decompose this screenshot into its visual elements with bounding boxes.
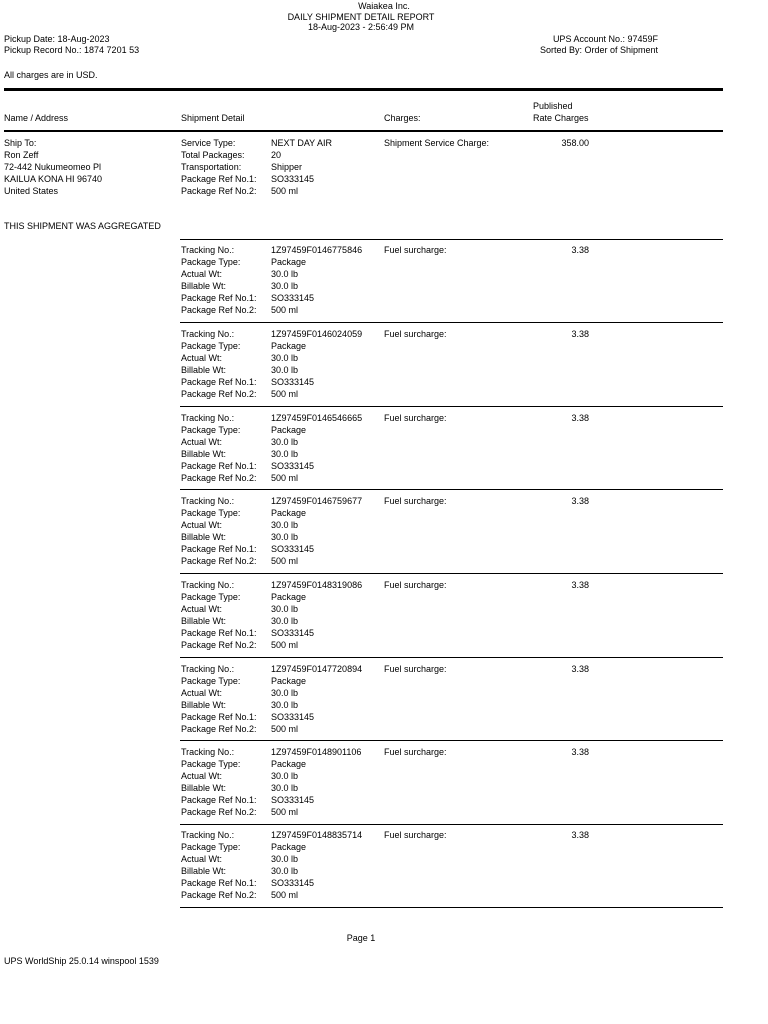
package-ref2-label: Package Ref No.2: — [181, 305, 257, 315]
actual-weight-label: Actual Wt: — [181, 604, 223, 614]
package-ref2-value: 500 ml — [271, 640, 299, 650]
header-rule-top — [4, 88, 723, 91]
actual-weight-value: 30.0 lb — [271, 269, 299, 279]
column-header-name-address: Name / Address — [4, 113, 69, 123]
package-row — [0, 412, 768, 496]
fuel-surcharge-label: Fuel surcharge: — [384, 580, 447, 590]
billable-weight-value: 30.0 lb — [271, 700, 299, 710]
shipment-field-value: SO333145 — [271, 174, 315, 184]
tracking-label: Tracking No.: — [181, 830, 235, 840]
fuel-surcharge-label: Fuel surcharge: — [384, 413, 447, 423]
actual-weight-label: Actual Wt: — [181, 437, 223, 447]
column-header-rate-charges: Rate Charges — [533, 113, 589, 123]
account-number: UPS Account No.: 97459F — [552, 34, 658, 44]
package-ref2-label: Package Ref No.2: — [181, 807, 257, 817]
actual-weight-label: Actual Wt: — [181, 520, 223, 530]
package-type-value: Package — [271, 759, 307, 769]
actual-weight-value: 30.0 lb — [271, 520, 299, 530]
billable-weight-label: Billable Wt: — [181, 365, 227, 375]
package-divider — [180, 907, 723, 908]
tracking-label: Tracking No.: — [181, 413, 235, 423]
tracking-number: 1Z97459F0147720894 — [271, 664, 363, 674]
aggregated-note: THIS SHIPMENT WAS AGGREGATED — [4, 221, 161, 231]
actual-weight-value: 30.0 lb — [271, 437, 299, 447]
package-type-label: Package Type: — [181, 592, 241, 602]
fuel-surcharge-amount: 3.38 — [571, 580, 589, 590]
package-type-value: Package — [271, 508, 307, 518]
fuel-surcharge-amount: 3.38 — [571, 245, 589, 255]
package-ref1-label: Package Ref No.1: — [181, 544, 257, 554]
billable-weight-label: Billable Wt: — [181, 281, 227, 291]
package-divider — [180, 239, 723, 240]
package-ref2-value: 500 ml — [271, 807, 299, 817]
package-ref2-label: Package Ref No.2: — [181, 890, 257, 900]
shipment-field-label: Total Packages: — [181, 150, 245, 160]
package-row — [0, 746, 768, 830]
package-ref2-label: Package Ref No.2: — [181, 724, 257, 734]
tracking-label: Tracking No.: — [181, 245, 235, 255]
package-ref2-value: 500 ml — [271, 724, 299, 734]
billable-weight-value: 30.0 lb — [271, 281, 299, 291]
actual-weight-value: 30.0 lb — [271, 604, 299, 614]
package-ref1-label: Package Ref No.1: — [181, 795, 257, 805]
package-ref1-label: Package Ref No.1: — [181, 293, 257, 303]
package-ref1-value: SO333145 — [271, 544, 315, 554]
package-ref2-value: 500 ml — [271, 305, 299, 315]
shipment-field-value: 500 ml — [271, 186, 299, 196]
ship-to-city: KAILUA KONA HI 96740 — [4, 174, 103, 184]
fuel-surcharge-label: Fuel surcharge: — [384, 496, 447, 506]
package-type-value: Package — [271, 425, 307, 435]
tracking-number: 1Z97459F0146024059 — [271, 329, 363, 339]
package-type-value: Package — [271, 842, 307, 852]
shipment-field-label: Package Ref No.1: — [181, 174, 257, 184]
package-type-value: Package — [271, 676, 307, 686]
fuel-surcharge-amount: 3.38 — [571, 329, 589, 339]
billable-weight-label: Billable Wt: — [181, 700, 227, 710]
tracking-label: Tracking No.: — [181, 580, 235, 590]
pickup-date: Pickup Date: 18-Aug-2023 — [4, 34, 110, 44]
ship-to-name: Ron Zeff — [4, 150, 39, 160]
header-rule-bottom — [4, 130, 723, 132]
package-ref1-label: Package Ref No.1: — [181, 377, 257, 387]
billable-weight-value: 30.0 lb — [271, 866, 299, 876]
shipment-detail — [0, 137, 768, 197]
billable-weight-label: Billable Wt: — [181, 532, 227, 542]
package-divider — [180, 489, 723, 490]
column-header-published: Published — [533, 101, 573, 111]
actual-weight-label: Actual Wt: — [181, 854, 223, 864]
package-type-label: Package Type: — [181, 341, 241, 351]
actual-weight-label: Actual Wt: — [181, 688, 223, 698]
shipment-field-label: Service Type: — [181, 138, 236, 148]
package-ref2-label: Package Ref No.2: — [181, 640, 257, 650]
shipment-field-value: NEXT DAY AIR — [271, 138, 333, 148]
shipment-field-value: 20 — [271, 150, 282, 160]
column-header-charges: Charges: — [384, 113, 421, 123]
package-ref1-value: SO333145 — [271, 712, 315, 722]
billable-weight-label: Billable Wt: — [181, 866, 227, 876]
actual-weight-label: Actual Wt: — [181, 269, 223, 279]
package-type-label: Package Type: — [181, 508, 241, 518]
package-divider — [180, 824, 723, 825]
package-divider — [180, 740, 723, 741]
page-number: Page 1 — [346, 933, 376, 943]
billable-weight-value: 30.0 lb — [271, 365, 299, 375]
company-name: Waiakea Inc. — [358, 1, 410, 11]
shipment-field-label: Package Ref No.2: — [181, 186, 257, 196]
ship-to-label: Ship To: — [4, 138, 37, 148]
fuel-surcharge-amount: 3.38 — [571, 747, 589, 757]
fuel-surcharge-label: Fuel surcharge: — [384, 830, 447, 840]
billable-weight-value: 30.0 lb — [271, 783, 299, 793]
package-type-label: Package Type: — [181, 842, 241, 852]
shipment-field-value: Shipper — [271, 162, 303, 172]
package-ref2-label: Package Ref No.2: — [181, 556, 257, 566]
package-type-value: Package — [271, 257, 307, 267]
package-ref1-label: Package Ref No.1: — [181, 878, 257, 888]
fuel-surcharge-label: Fuel surcharge: — [384, 329, 447, 339]
package-type-label: Package Type: — [181, 257, 241, 267]
billable-weight-value: 30.0 lb — [271, 449, 299, 459]
tracking-number: 1Z97459F0146546665 — [271, 413, 363, 423]
tracking-number: 1Z97459F0146759677 — [271, 496, 363, 506]
ship-to-street: 72-442 Nukumeomeo Pl — [4, 162, 102, 172]
ship-to-country: United States — [4, 186, 59, 196]
tracking-label: Tracking No.: — [181, 496, 235, 506]
actual-weight-value: 30.0 lb — [271, 353, 299, 363]
tracking-label: Tracking No.: — [181, 329, 235, 339]
software-version: UPS WorldShip 25.0.14 winspool 1539 — [4, 956, 159, 966]
package-row — [0, 328, 768, 412]
package-row — [0, 829, 768, 913]
actual-weight-label: Actual Wt: — [181, 771, 223, 781]
package-ref2-label: Package Ref No.2: — [181, 389, 257, 399]
fuel-surcharge-amount: 3.38 — [571, 830, 589, 840]
actual-weight-value: 30.0 lb — [271, 771, 299, 781]
shipment-charge-amount: 358.00 — [561, 138, 589, 148]
sort-order: Sorted By: Order of Shipment — [539, 45, 658, 55]
actual-weight-value: 30.0 lb — [271, 854, 299, 864]
package-type-value: Package — [271, 341, 307, 351]
fuel-surcharge-label: Fuel surcharge: — [384, 747, 447, 757]
tracking-label: Tracking No.: — [181, 747, 235, 757]
package-ref1-label: Package Ref No.1: — [181, 461, 257, 471]
fuel-surcharge-label: Fuel surcharge: — [384, 664, 447, 674]
package-type-label: Package Type: — [181, 759, 241, 769]
package-ref1-value: SO333145 — [271, 628, 315, 638]
actual-weight-value: 30.0 lb — [271, 688, 299, 698]
package-divider — [180, 573, 723, 574]
package-divider — [180, 657, 723, 658]
column-header-shipment-detail: Shipment Detail — [181, 113, 245, 123]
fuel-surcharge-amount: 3.38 — [571, 413, 589, 423]
billable-weight-label: Billable Wt: — [181, 783, 227, 793]
shipment-charge-label: Shipment Service Charge: — [384, 138, 490, 148]
fuel-surcharge-amount: 3.38 — [571, 496, 589, 506]
package-divider — [180, 322, 723, 323]
package-type-value: Package — [271, 592, 307, 602]
package-ref2-value: 500 ml — [271, 556, 299, 566]
fuel-surcharge-amount: 3.38 — [571, 664, 589, 674]
package-ref1-value: SO333145 — [271, 461, 315, 471]
package-ref2-value: 500 ml — [271, 389, 299, 399]
package-divider — [180, 406, 723, 407]
package-ref1-value: SO333145 — [271, 293, 315, 303]
billable-weight-label: Billable Wt: — [181, 449, 227, 459]
package-ref1-label: Package Ref No.1: — [181, 628, 257, 638]
billable-weight-value: 30.0 lb — [271, 616, 299, 626]
package-type-label: Package Type: — [181, 676, 241, 686]
tracking-number: 1Z97459F0148319086 — [271, 580, 363, 590]
report-title: DAILY SHIPMENT DETAIL REPORT — [287, 12, 435, 22]
package-ref2-value: 500 ml — [271, 890, 299, 900]
package-ref1-value: SO333145 — [271, 878, 315, 888]
package-ref1-value: SO333145 — [271, 377, 315, 387]
package-row — [0, 244, 768, 328]
pickup-record: Pickup Record No.: 1874 7201 53 — [4, 45, 140, 55]
package-row — [0, 663, 768, 747]
package-row — [0, 495, 768, 579]
package-ref2-label: Package Ref No.2: — [181, 473, 257, 483]
actual-weight-label: Actual Wt: — [181, 353, 223, 363]
tracking-number: 1Z97459F0148835714 — [271, 830, 363, 840]
package-row — [0, 579, 768, 663]
tracking-label: Tracking No.: — [181, 664, 235, 674]
currency-note: All charges are in USD. — [4, 70, 98, 80]
fuel-surcharge-label: Fuel surcharge: — [384, 245, 447, 255]
package-type-label: Package Type: — [181, 425, 241, 435]
package-ref1-value: SO333145 — [271, 795, 315, 805]
billable-weight-value: 30.0 lb — [271, 532, 299, 542]
billable-weight-label: Billable Wt: — [181, 616, 227, 626]
tracking-number: 1Z97459F0148901106 — [271, 747, 362, 757]
package-ref1-label: Package Ref No.1: — [181, 712, 257, 722]
report-datetime: 18-Aug-2023 - 2:56:49 PM — [307, 22, 415, 32]
tracking-number: 1Z97459F0146775846 — [271, 245, 363, 255]
shipment-field-label: Transportation: — [181, 162, 242, 172]
package-ref2-value: 500 ml — [271, 473, 299, 483]
